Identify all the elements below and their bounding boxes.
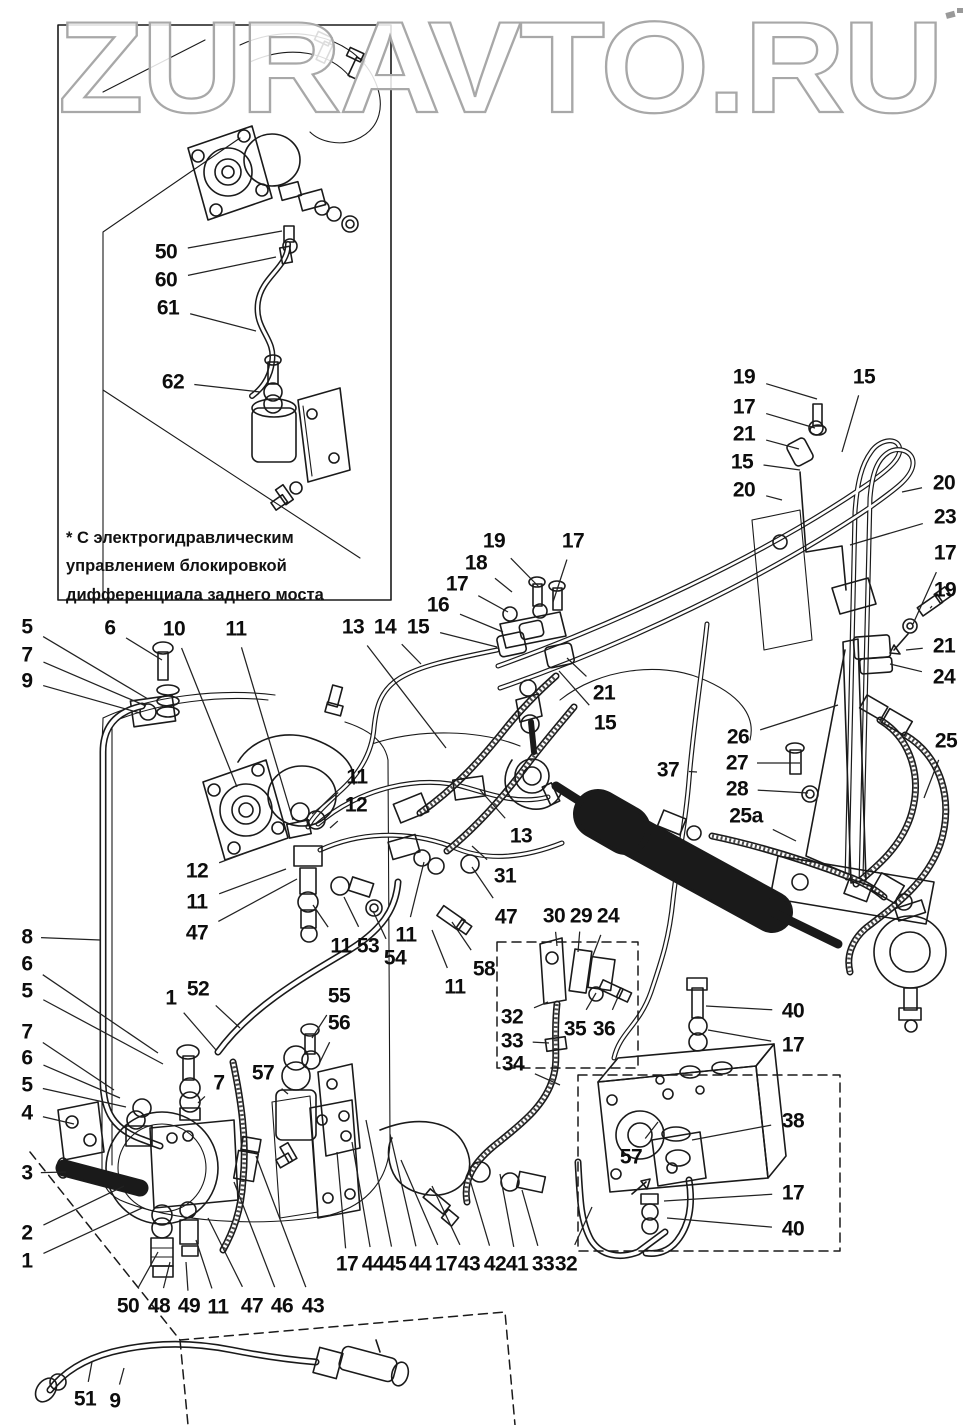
leader-9	[119, 1368, 124, 1385]
part-callout-6: 6	[21, 1046, 33, 1070]
part-callout-17: 17	[434, 1252, 458, 1276]
leader-52	[216, 1005, 240, 1028]
part-callout-32: 32	[500, 1005, 524, 1029]
part-callout-36: 36	[592, 1017, 616, 1041]
part-callout-15: 15	[730, 450, 754, 474]
leader-24	[592, 935, 601, 958]
part-callout-26: 26	[726, 725, 750, 749]
part-callout-21: 21	[732, 422, 756, 446]
leader-56	[319, 1042, 330, 1064]
leader-6	[126, 638, 162, 660]
part-callout-17: 17	[445, 572, 469, 596]
leader-51	[88, 1362, 92, 1382]
leader-16	[460, 614, 503, 632]
part-callout-50: 50	[116, 1294, 140, 1318]
leader-11	[410, 862, 424, 917]
part-callout-1: 1	[21, 1249, 33, 1273]
part-callout-11: 11	[330, 934, 352, 958]
part-callout-12: 12	[185, 859, 209, 883]
part-callout-17: 17	[732, 395, 756, 419]
part-callout-17: 17	[933, 541, 957, 565]
corner-mark	[945, 8, 963, 19]
leader-18	[495, 578, 512, 592]
leader-12	[330, 821, 338, 828]
part-callout-8: 8	[21, 925, 33, 949]
leader-15	[842, 395, 859, 452]
leader-8	[41, 938, 100, 940]
part-callout-57: 57	[251, 1061, 275, 1085]
part-callout-45: 45	[383, 1252, 407, 1276]
part-callout-13: 13	[341, 615, 365, 639]
part-callout-21: 21	[932, 634, 956, 658]
leader-17	[708, 1030, 771, 1041]
leader-11	[196, 1240, 212, 1288]
spare-hose	[30, 1152, 515, 1425]
part-callout-17: 17	[781, 1181, 805, 1205]
leader-42	[470, 1180, 490, 1246]
leader-17	[401, 1160, 438, 1245]
part-callout-4: 4	[21, 1101, 33, 1125]
part-callout-56: 56	[327, 1011, 351, 1035]
leader-36	[612, 997, 618, 1010]
leader-41	[500, 1174, 514, 1247]
part-callout-61: 61	[156, 296, 180, 320]
part-callout-37: 37	[656, 758, 680, 782]
part-callout-29: 29	[569, 904, 593, 928]
part-callout-41: 41	[505, 1252, 529, 1276]
leader-11	[432, 930, 447, 968]
part-callout-15: 15	[852, 365, 876, 389]
part-callout-11: 11	[207, 1295, 229, 1319]
leader-28	[758, 790, 808, 793]
part-callout-44: 44	[408, 1252, 432, 1276]
part-callout-7: 7	[213, 1071, 225, 1095]
part-callout-11: 11	[444, 975, 466, 999]
part-callout-44: 44	[361, 1252, 385, 1276]
leader-9	[43, 686, 140, 713]
part-callout-38: 38	[781, 1109, 805, 1133]
leader-3	[41, 1172, 66, 1173]
part-callout-5: 5	[21, 615, 33, 639]
leader-17	[337, 1152, 346, 1248]
leader-47	[218, 879, 297, 921]
leader-17	[478, 596, 508, 612]
part-callout-14: 14	[373, 615, 397, 639]
part-callout-50: 50	[154, 240, 178, 264]
part-callout-5: 5	[21, 979, 33, 1003]
leader-55	[312, 1015, 327, 1038]
part-callout-31: 31	[493, 864, 517, 888]
part-callout-43: 43	[457, 1252, 481, 1276]
caption-line-2: управлением блокировкой	[66, 557, 287, 576]
part-callout-48: 48	[147, 1294, 171, 1318]
part-callout-21: 21	[592, 681, 616, 705]
leader-50	[188, 231, 282, 248]
part-callout-34: 34	[501, 1052, 525, 1076]
part-callout-7: 7	[21, 643, 33, 667]
leader-15	[440, 633, 497, 647]
part-callout-32: 32	[554, 1252, 578, 1276]
part-callout-9: 9	[21, 669, 33, 693]
part-callout-3: 3	[21, 1161, 33, 1185]
leader-21	[906, 648, 923, 650]
leader-33	[522, 1190, 538, 1246]
part-callout-19: 19	[482, 529, 506, 553]
part-callout-33: 33	[531, 1252, 555, 1276]
leader-10	[182, 648, 237, 787]
leader-60	[188, 257, 276, 275]
part-callout-1: 1	[165, 986, 177, 1010]
part-callout-52: 52	[186, 977, 210, 1001]
leader-14	[402, 644, 421, 664]
part-callout-53: 53	[356, 934, 380, 958]
part-callout-20: 20	[932, 471, 956, 495]
part-callout-33: 33	[500, 1029, 524, 1053]
part-callout-42: 42	[483, 1252, 507, 1276]
leader-40	[706, 1006, 772, 1010]
part-callout-17: 17	[335, 1252, 359, 1276]
watermark: ZURAVTO.RU	[58, 0, 942, 140]
part-callout-12: 12	[344, 793, 368, 817]
part-callout-5: 5	[21, 1073, 33, 1097]
flange-elbow-assembly	[272, 1096, 545, 1226]
part-callout-25a: 25a	[729, 804, 763, 828]
part-callout-13: 13	[509, 824, 533, 848]
leader-37	[689, 771, 697, 772]
part-callout-28: 28	[725, 777, 749, 801]
part-callout-7: 7	[21, 1020, 33, 1044]
part-callout-10: 10	[162, 617, 186, 641]
leader-30	[556, 932, 557, 946]
inset-caption	[66, 524, 388, 609]
part-callout-54: 54	[383, 946, 407, 970]
part-callout-9: 9	[109, 1389, 121, 1413]
leader-19	[511, 558, 539, 587]
part-callout-30: 30	[542, 904, 566, 928]
part-callout-19: 19	[933, 578, 957, 602]
part-callout-35: 35	[563, 1017, 587, 1041]
part-callout-16: 16	[426, 593, 450, 617]
part-callout-18: 18	[464, 551, 488, 575]
leader-15	[559, 671, 589, 705]
leader-47	[208, 1218, 242, 1287]
leader-26	[760, 705, 838, 730]
leader-24	[890, 664, 922, 672]
leader-53	[344, 897, 359, 927]
leader-38	[692, 1125, 771, 1140]
leader-7	[43, 662, 146, 706]
leader-17	[664, 1194, 772, 1201]
part-callout-46: 46	[270, 1294, 294, 1318]
leader-20	[766, 496, 782, 500]
part-callout-40: 40	[781, 1217, 805, 1241]
leader-32	[534, 1002, 548, 1008]
part-callout-47: 47	[185, 921, 209, 945]
leader-62	[194, 384, 260, 392]
part-callout-24: 24	[932, 665, 956, 689]
part-callout-51: 51	[73, 1387, 97, 1411]
part-callout-6: 6	[104, 616, 116, 640]
leader-33	[533, 1042, 549, 1043]
leader-19	[766, 384, 817, 399]
caption-line-3: дифференциала заднего моста	[66, 585, 324, 604]
leader-2	[43, 1186, 124, 1225]
part-callout-60: 60	[154, 268, 178, 292]
part-callout-23: 23	[933, 505, 957, 529]
part-callout-55: 55	[327, 984, 351, 1008]
part-callout-57: 57	[619, 1145, 643, 1169]
part-callout-17: 17	[781, 1033, 805, 1057]
part-callout-15: 15	[406, 615, 430, 639]
leader-45	[366, 1120, 392, 1247]
part-callout-47: 47	[240, 1294, 264, 1318]
part-callout-11: 11	[225, 617, 247, 641]
leader-1	[43, 1208, 142, 1253]
leader-49	[186, 1262, 188, 1291]
leader-61	[190, 314, 256, 331]
leader-13	[367, 645, 446, 748]
part-callout-11: 11	[395, 923, 417, 947]
part-callout-58: 58	[472, 957, 496, 981]
tank-elbow-fitting	[130, 642, 343, 727]
part-callout-25: 25	[934, 729, 958, 753]
part-callout-15: 15	[593, 711, 617, 735]
caption-line-1: * С электрогидравлическим	[66, 529, 294, 547]
leader-46	[234, 1182, 275, 1287]
part-callout-11: 11	[346, 765, 368, 789]
leader-25a	[773, 829, 796, 841]
leader-47	[472, 867, 493, 898]
part-callout-6: 6	[21, 952, 33, 976]
part-callout-17: 17	[561, 529, 585, 553]
part-callout-11: 11	[186, 890, 208, 914]
part-callout-27: 27	[725, 751, 749, 775]
leader-6	[43, 1065, 120, 1098]
part-callout-19: 19	[732, 365, 756, 389]
leader-50	[139, 1252, 158, 1287]
leader-20	[902, 488, 922, 492]
leader-23	[850, 524, 923, 545]
part-callout-24: 24	[596, 904, 620, 928]
part-callout-49: 49	[177, 1294, 201, 1318]
leader-15	[764, 465, 800, 470]
part-callout-62: 62	[161, 370, 185, 394]
leader-17	[766, 414, 815, 428]
part-callout-43: 43	[301, 1294, 325, 1318]
part-callout-40: 40	[781, 999, 805, 1023]
part-callout-2: 2	[21, 1221, 33, 1245]
part-callout-20: 20	[732, 478, 756, 502]
leader-19	[930, 606, 932, 608]
part-callout-47: 47	[494, 905, 518, 929]
